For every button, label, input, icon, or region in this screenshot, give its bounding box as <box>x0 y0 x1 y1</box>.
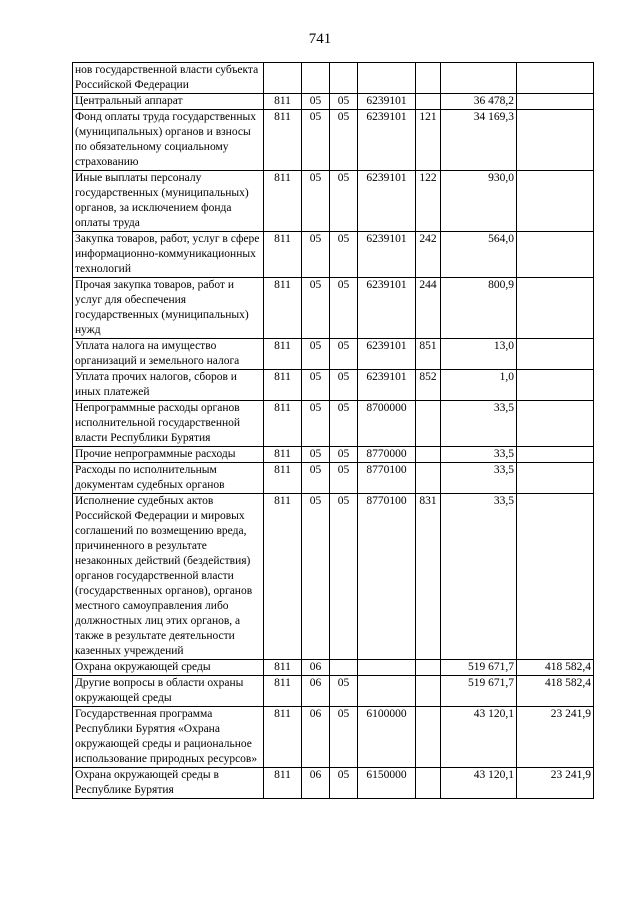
row-section-code: 06 <box>302 768 330 799</box>
row-expense-type-code <box>416 63 441 94</box>
row-section-code: 05 <box>302 278 330 339</box>
row-amount-2 <box>517 339 594 370</box>
row-expense-type-code: 121 <box>416 110 441 171</box>
row-name: Центральный аппарат <box>73 94 264 110</box>
row-subsection-code: 05 <box>330 171 358 232</box>
row-amount-2 <box>517 171 594 232</box>
row-section-code: 05 <box>302 171 330 232</box>
row-expense-type-code: 242 <box>416 232 441 278</box>
row-target-article-code: 6239101 <box>358 278 416 339</box>
row-amount-1 <box>441 63 517 94</box>
row-target-article-code: 6239101 <box>358 110 416 171</box>
row-section-code: 05 <box>302 494 330 660</box>
row-name: Охрана окружающей среды <box>73 660 264 676</box>
row-target-article-code <box>358 63 416 94</box>
row-ministry-code: 811 <box>264 110 302 171</box>
row-name: Прочая закупка товаров, работ и услуг для обеспечения государственных (муниципальных) нужд <box>73 278 264 339</box>
row-subsection-code: 05 <box>330 110 358 171</box>
row-amount-1: 800,9 <box>441 278 517 339</box>
row-amount-1: 43 120,1 <box>441 707 517 768</box>
row-expense-type-code: 851 <box>416 339 441 370</box>
row-amount-1: 564,0 <box>441 232 517 278</box>
row-target-article-code: 6239101 <box>358 370 416 401</box>
row-target-article-code: 8700000 <box>358 401 416 447</box>
row-subsection-code: 05 <box>330 370 358 401</box>
row-section-code: 05 <box>302 94 330 110</box>
row-amount-2: 418 582,4 <box>517 660 594 676</box>
row-target-article-code: 8770000 <box>358 447 416 463</box>
table-row <box>73 401 594 447</box>
row-amount-2 <box>517 63 594 94</box>
row-name: Закупка товаров, работ, услуг в сфере информационно-коммуникационных технологий <box>73 232 264 278</box>
row-expense-type-code <box>416 660 441 676</box>
row-subsection-code: 05 <box>330 232 358 278</box>
row-subsection-code: 05 <box>330 463 358 494</box>
row-ministry-code: 811 <box>264 94 302 110</box>
row-target-article-code: 8770100 <box>358 463 416 494</box>
row-section-code: 06 <box>302 660 330 676</box>
row-section-code: 05 <box>302 370 330 401</box>
row-expense-type-code: 831 <box>416 494 441 660</box>
row-section-code: 06 <box>302 676 330 707</box>
row-name: Другие вопросы в области охраны окружающей среды <box>73 676 264 707</box>
table-row <box>73 370 594 401</box>
page-number: 741 <box>308 31 332 47</box>
table-row <box>73 660 594 676</box>
row-amount-2: 23 241,9 <box>517 707 594 768</box>
row-section-code: 05 <box>302 463 330 494</box>
row-expense-type-code <box>416 401 441 447</box>
row-expense-type-code <box>416 447 441 463</box>
row-name: Охрана окружающей среды в Республике Бурятия <box>73 768 264 799</box>
row-name: Фонд оплаты труда государственных (муниципальных) органов и взносы по обязательному социальному страхованию <box>73 110 264 171</box>
row-name: Расходы по исполнительным документам судебных органов <box>73 463 264 494</box>
row-name: Уплата налога на имущество организаций и земельного налога <box>73 339 264 370</box>
row-name: Государственная программа Республики Бурятия «Охрана окружающей среды и рациональное использование природных ресурсов» <box>73 707 264 768</box>
row-expense-type-code: 122 <box>416 171 441 232</box>
row-amount-1: 930,0 <box>441 171 517 232</box>
row-expense-type-code <box>416 676 441 707</box>
row-amount-2 <box>517 447 594 463</box>
table-row <box>73 110 594 171</box>
row-expense-type-code <box>416 707 441 768</box>
row-target-article-code: 6239101 <box>358 232 416 278</box>
row-subsection-code: 05 <box>330 707 358 768</box>
row-target-article-code <box>358 676 416 707</box>
row-ministry-code: 811 <box>264 447 302 463</box>
row-ministry-code: 811 <box>264 401 302 447</box>
row-target-article-code: 8770100 <box>358 494 416 660</box>
row-ministry-code: 811 <box>264 707 302 768</box>
row-amount-2 <box>517 278 594 339</box>
row-amount-1: 33,5 <box>441 447 517 463</box>
row-ministry-code: 811 <box>264 463 302 494</box>
row-section-code: 05 <box>302 401 330 447</box>
row-target-article-code: 6239101 <box>358 94 416 110</box>
row-ministry-code: 811 <box>264 232 302 278</box>
row-amount-1: 519 671,7 <box>441 676 517 707</box>
table-row <box>73 94 594 110</box>
row-ministry-code: 811 <box>264 660 302 676</box>
row-subsection-code <box>330 660 358 676</box>
row-subsection-code: 05 <box>330 768 358 799</box>
row-target-article-code: 6150000 <box>358 768 416 799</box>
row-ministry-code: 811 <box>264 370 302 401</box>
table-row <box>73 768 594 799</box>
row-amount-1: 34 169,3 <box>441 110 517 171</box>
table-row <box>73 676 594 707</box>
row-subsection-code: 05 <box>330 278 358 339</box>
row-ministry-code: 811 <box>264 768 302 799</box>
row-expense-type-code <box>416 768 441 799</box>
row-subsection-code: 05 <box>330 94 358 110</box>
row-amount-2 <box>517 494 594 660</box>
row-amount-1: 13,0 <box>441 339 517 370</box>
table-row <box>73 494 594 660</box>
table-row <box>73 447 594 463</box>
row-subsection-code: 05 <box>330 401 358 447</box>
row-section-code: 05 <box>302 110 330 171</box>
table-row <box>73 63 594 94</box>
row-subsection-code: 05 <box>330 676 358 707</box>
row-subsection-code: 05 <box>330 339 358 370</box>
row-ministry-code: 811 <box>264 494 302 660</box>
budget-table <box>72 62 594 799</box>
row-amount-1: 36 478,2 <box>441 94 517 110</box>
budget-table-body <box>73 63 594 799</box>
row-amount-1: 33,5 <box>441 401 517 447</box>
table-row <box>73 707 594 768</box>
row-section-code: 05 <box>302 447 330 463</box>
row-name: Исполнение судебных актов Российской Федерации и мировых соглашений по возмещению вреда, причиненного в результате незаконных действий (бездействия) органов государственной власти (государственных органов), органов местного самоуправления либо должностных лиц этих органов, а также в результате деятельности казенных учреждений <box>73 494 264 660</box>
row-ministry-code: 811 <box>264 676 302 707</box>
row-target-article-code: 6239101 <box>358 171 416 232</box>
row-target-article-code: 6100000 <box>358 707 416 768</box>
table-row <box>73 463 594 494</box>
row-name: Непрограммные расходы органов исполнительной государственной власти Республики Бурятия <box>73 401 264 447</box>
row-expense-type-code: 852 <box>416 370 441 401</box>
row-subsection-code: 05 <box>330 447 358 463</box>
row-section-code <box>302 63 330 94</box>
row-subsection-code <box>330 63 358 94</box>
row-amount-2 <box>517 94 594 110</box>
table-row <box>73 232 594 278</box>
row-target-article-code <box>358 660 416 676</box>
row-subsection-code: 05 <box>330 494 358 660</box>
row-ministry-code: 811 <box>264 278 302 339</box>
row-amount-2 <box>517 401 594 447</box>
row-amount-1: 43 120,1 <box>441 768 517 799</box>
table-row <box>73 278 594 339</box>
row-name: Иные выплаты персоналу государственных (муниципальных) органов, за исключением фонда оплаты труда <box>73 171 264 232</box>
row-amount-2 <box>517 370 594 401</box>
row-expense-type-code <box>416 463 441 494</box>
row-amount-1: 33,5 <box>441 494 517 660</box>
row-name: Прочие непрограммные расходы <box>73 447 264 463</box>
row-amount-2 <box>517 110 594 171</box>
row-ministry-code: 811 <box>264 171 302 232</box>
row-ministry-code <box>264 63 302 94</box>
row-amount-2 <box>517 232 594 278</box>
row-name: нов государственной власти субъекта Российской Федерации <box>73 63 264 94</box>
row-ministry-code: 811 <box>264 339 302 370</box>
row-expense-type-code: 244 <box>416 278 441 339</box>
row-name: Уплата прочих налогов, сборов и иных платежей <box>73 370 264 401</box>
row-section-code: 06 <box>302 707 330 768</box>
row-section-code: 05 <box>302 232 330 278</box>
row-amount-2: 418 582,4 <box>517 676 594 707</box>
row-amount-1: 33,5 <box>441 463 517 494</box>
row-amount-1: 519 671,7 <box>441 660 517 676</box>
row-amount-2: 23 241,9 <box>517 768 594 799</box>
table-row <box>73 339 594 370</box>
table-row <box>73 171 594 232</box>
row-section-code: 05 <box>302 339 330 370</box>
row-target-article-code: 6239101 <box>358 339 416 370</box>
row-amount-2 <box>517 463 594 494</box>
row-expense-type-code <box>416 94 441 110</box>
row-amount-1: 1,0 <box>441 370 517 401</box>
